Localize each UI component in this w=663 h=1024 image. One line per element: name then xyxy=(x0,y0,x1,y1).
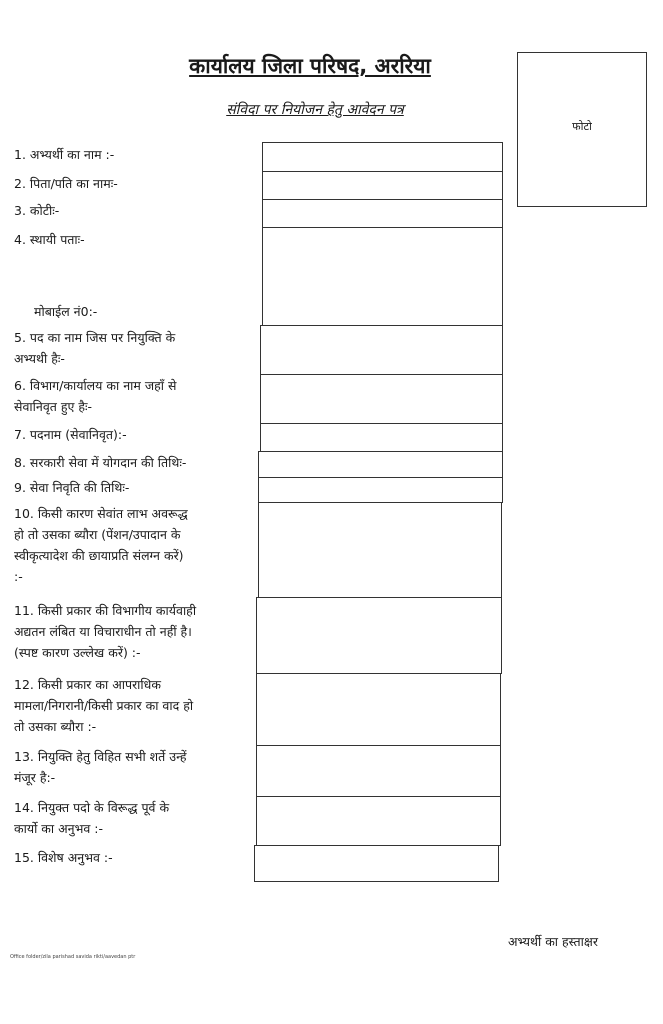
department-answer-box[interactable] xyxy=(260,374,503,424)
post-name-answer-box[interactable] xyxy=(260,325,503,375)
designation-answer-box[interactable] xyxy=(260,423,503,452)
file-path-footer: Office folder/zila parishad savida rikti/aavedan ptr xyxy=(10,954,136,960)
criminal-case-answer-box[interactable] xyxy=(256,673,501,746)
field-label: 7. पदनाम (सेवानिवृत):- xyxy=(14,427,127,442)
retirement-date-answer-box[interactable] xyxy=(258,477,503,503)
address-mobile-answer-box[interactable] xyxy=(262,227,503,326)
field-label: 8. सरकारी सेवा में योगदान की तिथिः- xyxy=(14,455,187,470)
experience-answer-box[interactable] xyxy=(256,796,501,846)
field-label: 5. पद का नाम जिस पर नियुक्ति के अभ्यथी हैः- xyxy=(14,330,176,366)
departmental-action-answer-box[interactable] xyxy=(256,597,502,674)
field-label: मोबाईल नं0:- xyxy=(34,304,98,319)
field-label: 6. विभाग/कार्यालय का नाम जहाँ से सेवानिवृत हुए हैः- xyxy=(14,378,177,414)
category-answer-box[interactable] xyxy=(262,199,503,228)
joining-date-answer-box[interactable] xyxy=(258,451,503,478)
benefit-obstruction-answer-box[interactable] xyxy=(258,502,502,598)
field-label: 9. सेवा निवृति की तिथिः- xyxy=(14,480,130,495)
conditions-accepted-answer-box[interactable] xyxy=(256,745,501,797)
field-label: 15. विशेष अनुभव :- xyxy=(14,850,113,865)
field-label: 13. नियुक्ति हेतु विहित सभी शर्ते उन्हें मंजूर है:- xyxy=(14,749,187,785)
field-label: 10. किसी कारण सेवांत लाभ अवरूद्ध हो तो उसका ब्यौरा (पेंशन/उपादान के स्वीकृत्यादेश की छायाप्रति संलग्न करें) :- xyxy=(14,506,188,584)
office-title: कार्यालय जिला परिषद, अररिया xyxy=(189,54,431,78)
photo-box xyxy=(517,52,647,207)
special-experience-answer-box[interactable] xyxy=(254,845,499,882)
field-label: 3. कोटीः- xyxy=(14,203,60,218)
name-answer-box[interactable] xyxy=(262,142,503,172)
candidate-signature-label: अभ्यर्थी का हस्ताक्षर xyxy=(508,934,598,949)
field-label: 1. अभ्यर्थी का नाम :- xyxy=(14,147,115,162)
field-label: 2. पिता/पति का नामः- xyxy=(14,176,118,191)
field-label: 12. किसी प्रकार का आपराधिक मामला/निगरानी/किसी प्रकार का वाद हो तो उसका ब्यौरा :- xyxy=(14,677,194,734)
field-label: 11. किसी प्रकार की विभागीय कार्यवाही अद्यतन लंबित या विचाराधीन तो नहीं है। (स्पष्ट कारण उल्लेख करें) :- xyxy=(14,603,197,660)
father-husband-answer-box[interactable] xyxy=(262,171,503,200)
field-label: 14. नियुक्त पदो के विरूद्ध पूर्व के कार्यो का अनुभव :- xyxy=(14,800,170,836)
photo-label: फोटो xyxy=(572,120,592,133)
form-subtitle: संविदा पर नियोजन हेतु आवेदन पत्र xyxy=(226,102,404,118)
field-label: 4. स्थायी पताः- xyxy=(14,232,85,247)
